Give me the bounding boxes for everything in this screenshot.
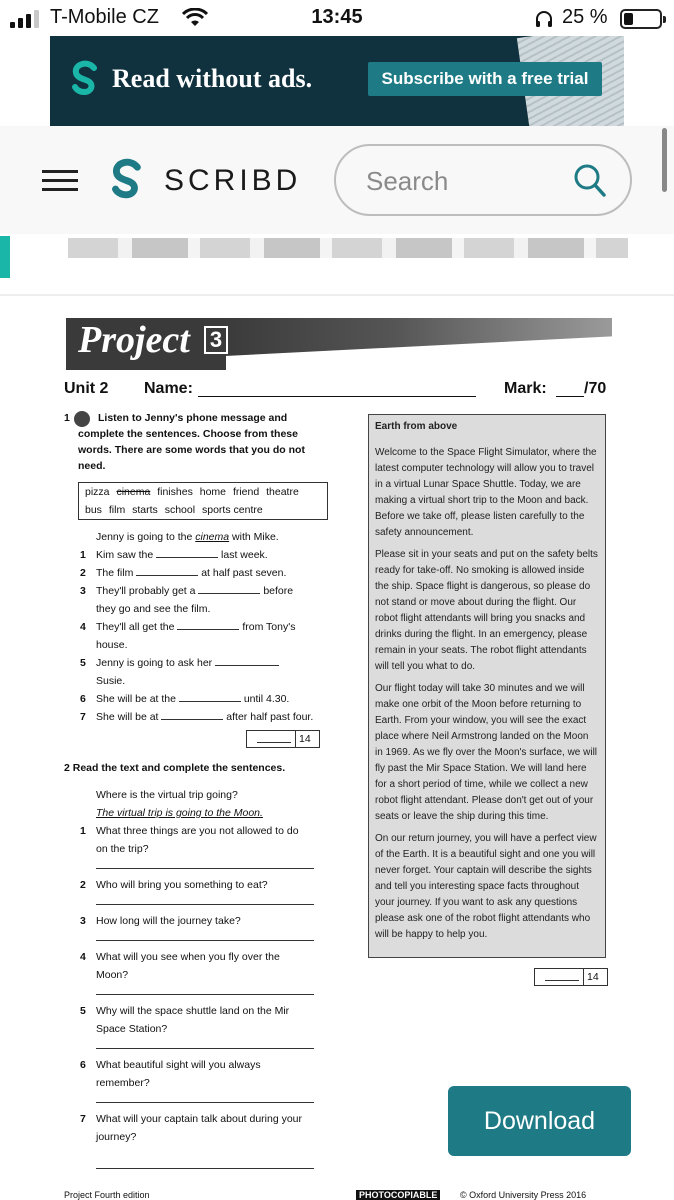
- download-button[interactable]: Download: [448, 1086, 631, 1156]
- answer-line[interactable]: [96, 904, 314, 905]
- answer-line[interactable]: [96, 940, 314, 941]
- headphones-icon: [534, 9, 554, 29]
- reading-paragraph: Our flight today will take 30 minutes and we will make one orbit of the Moon before returning to Earth. From your window, you will see the exact place where Neil Armstrong landed on the Moon in 1969. As we fly over the Moon's surface, we will fly past the Mir Space Station. We will land here for a short period of time, while we collect a new robot flight attendant. Please don't get out of your seats or leave the ship during this time.: [375, 683, 598, 822]
- carrier-name: T-Mobile CZ: [50, 6, 159, 28]
- answer-line[interactable]: [96, 868, 314, 869]
- brand-wordmark[interactable]: SCRIBD: [164, 164, 302, 197]
- reading-paragraph: On our return journey, you will have a perfect view of the Earth. It is a beautiful sight and one you will never forget. Your captain will describe the sights and tell you interesting space facts throughout your journey. If you want to ask any questions please ask one of the robot flight attendants who will be happy to help you.: [375, 833, 597, 940]
- ad-banner[interactable]: [50, 36, 624, 126]
- footer-copyright: © Oxford University Press 2016: [460, 1190, 587, 1200]
- word-box: pizza cinema finishes home friend theatre bus film starts school sports centre: [78, 482, 328, 520]
- project-title: Project: [78, 319, 190, 361]
- project-number: 3: [204, 326, 228, 354]
- answer-line[interactable]: [96, 1102, 314, 1103]
- scribd-logo-icon[interactable]: [108, 158, 146, 204]
- question-1-heading: 1 Listen to Jenny's phone message and complete the sentences. Choose from these words. There are some words that you do not need.: [64, 410, 334, 474]
- scribd-logo-icon: [70, 60, 100, 100]
- q2-question-cont: Space Station?: [96, 1023, 168, 1035]
- q2-question-cont: journey?: [96, 1131, 137, 1143]
- q2-example-question: Where is the virtual trip going?: [96, 789, 238, 801]
- divider: [0, 294, 674, 296]
- q2-question-cont: remember?: [96, 1077, 150, 1089]
- scrollbar[interactable]: [662, 128, 667, 192]
- name-label: Name:: [144, 380, 193, 397]
- photocopiable-badge: PHOTOCOPIABLE: [356, 1190, 440, 1200]
- header-row: [64, 380, 610, 402]
- blurred-preview: [68, 238, 628, 258]
- question-2-heading: 2 Read the text and complete the sentences.: [64, 762, 286, 774]
- subscribe-button[interactable]: Subscribe with a free trial: [368, 62, 602, 96]
- mark-line: [556, 396, 584, 397]
- document-page: Project 3 Unit 2 Name: Mark: /70 1 Listen to Jenny's phone message and complete the sentences. Choose from these words. There are some words that you do not need. pizza cinema finishes home friend theatre bus film starts school sports centre Jenny is going to the cinema with Mike. 1 Kim saw the last week. 2 The film at half past seven. 3 They'll probably get a before they go and see the film. 4 They'll all get the from Tony's house. 5 Jenny is going to ask her Susie. 6 She will be at the until 4.30. 7 She will be at after half past four. 14 2 Read the text and complete the sentences. Where is the virtual trip going? The virtual trip is going to the Moon. 1 What three things are you not allowed to do on the trip? 2 Who will bring you something to eat? 3 How long will the journey take? 4 What will you see when you fly over the Moon? 5 Why will the space shuttle land on the Mir Space Station? 6 What beautiful sight will you always remember? 7 What will your captain talk about during your journey? Earth from above Welcome to the Space Flight Simulator, where the latest computer technology will allow you to travel in a virtual Lunar Space Shuttle. Today, we are making a virtual short trip to the Moon and back. Before we take off, please listen carefully to the safety announcement. Please sit in your seats and put on the safety belts ready for take-off. No smoking is allowed inside the ship. Space flight is dangerous, so please do not stand or move about during the flight. Our robot flight attendants will bring you snacks and drinks during the flight. In an emergency, please remain in your seats. The robot flight attendants will tell you what to do. Our flight today will take 30 minutes and we will make one orbit of the Moon before returning to Earth. From your window, you will see the exact place where Neil Armstrong landed on the Moon in 1969. As we fly over the Moon's surface, we will fly past the Mir Space Station. We will land here for a short period of time, while we collect a new robot flight attendant. Please don't get out of your seats or leave the ship during this time. On our return journey, you will have a perfect view of the Earth. It is a beautiful sight and one you will never forget. Your captain will describe the sights and tell you interesting space facts throughout your journey. If you want to ask any questions please ask one of the robot flight attendants who will be happy to help you. 14 Download Project Fourth edition PHOTOCOPIABLE © Oxford University Press 2016: [0, 298, 674, 1200]
- battery-icon: [620, 9, 662, 29]
- document-preview-strip: [0, 234, 674, 298]
- q2-question-cont: Moon?: [96, 969, 129, 981]
- q2-score: 14: [587, 971, 599, 983]
- audio-icon: [74, 411, 90, 427]
- answer-line[interactable]: [96, 1048, 314, 1049]
- q2-question-cont: on the trip?: [96, 843, 149, 855]
- page-footer: [64, 1190, 610, 1200]
- mark-label: Mark:: [504, 380, 547, 397]
- unit-label: Unit 2: [64, 380, 109, 397]
- section-indicator: [0, 236, 10, 278]
- reading-title: Earth from above: [375, 421, 458, 432]
- reading-text-box: [368, 414, 606, 958]
- reading-paragraph: Please sit in your seats and put on the safety belts ready for take-off. No smoking is allowed inside the ship. Space flight is dangerous, so please do not stand or move about during the flight. Our robot flight attendants will bring you snacks and drinks during the flight. In an emergency, please remain in your seats. The robot flight attendants will tell you what to do.: [375, 549, 598, 672]
- q1-score: 14: [299, 733, 311, 745]
- mark-total: /70: [584, 380, 607, 397]
- ad-title: Read without ads.: [112, 64, 313, 93]
- q1-score-box: [246, 730, 320, 748]
- search-placeholder: Search: [366, 166, 449, 196]
- answer-line[interactable]: [96, 1168, 314, 1169]
- search-icon[interactable]: [572, 162, 608, 200]
- q2-example-answer: The virtual trip is going to the Moon.: [96, 807, 263, 819]
- q1-instruction-rest: complete the sentences. Choose from these words. There are some words that you do not need.: [78, 428, 305, 472]
- clock: 13:45: [311, 6, 363, 28]
- site-header: [0, 126, 674, 234]
- name-line: [198, 396, 476, 397]
- footer-edition: Project Fourth edition: [64, 1190, 150, 1200]
- battery-percent: 25 %: [562, 6, 608, 28]
- status-bar: [0, 0, 674, 36]
- q2-score-box: [534, 968, 608, 986]
- reading-paragraph: Welcome to the Space Flight Simulator, where the latest computer technology will allow you to travel in a virtual Lunar Space Shuttle. Today, we are making a virtual short trip to the Moon and back. Before we take off, please listen carefully to the safety announcement.: [375, 447, 597, 538]
- q1-example: Jenny is going to the cinema with Mike.: [96, 531, 279, 543]
- q1-instruction-line1: Listen to Jenny's phone message and: [98, 412, 288, 424]
- answer-line[interactable]: [96, 994, 314, 995]
- menu-icon[interactable]: [42, 170, 78, 194]
- search-input[interactable]: [334, 144, 632, 216]
